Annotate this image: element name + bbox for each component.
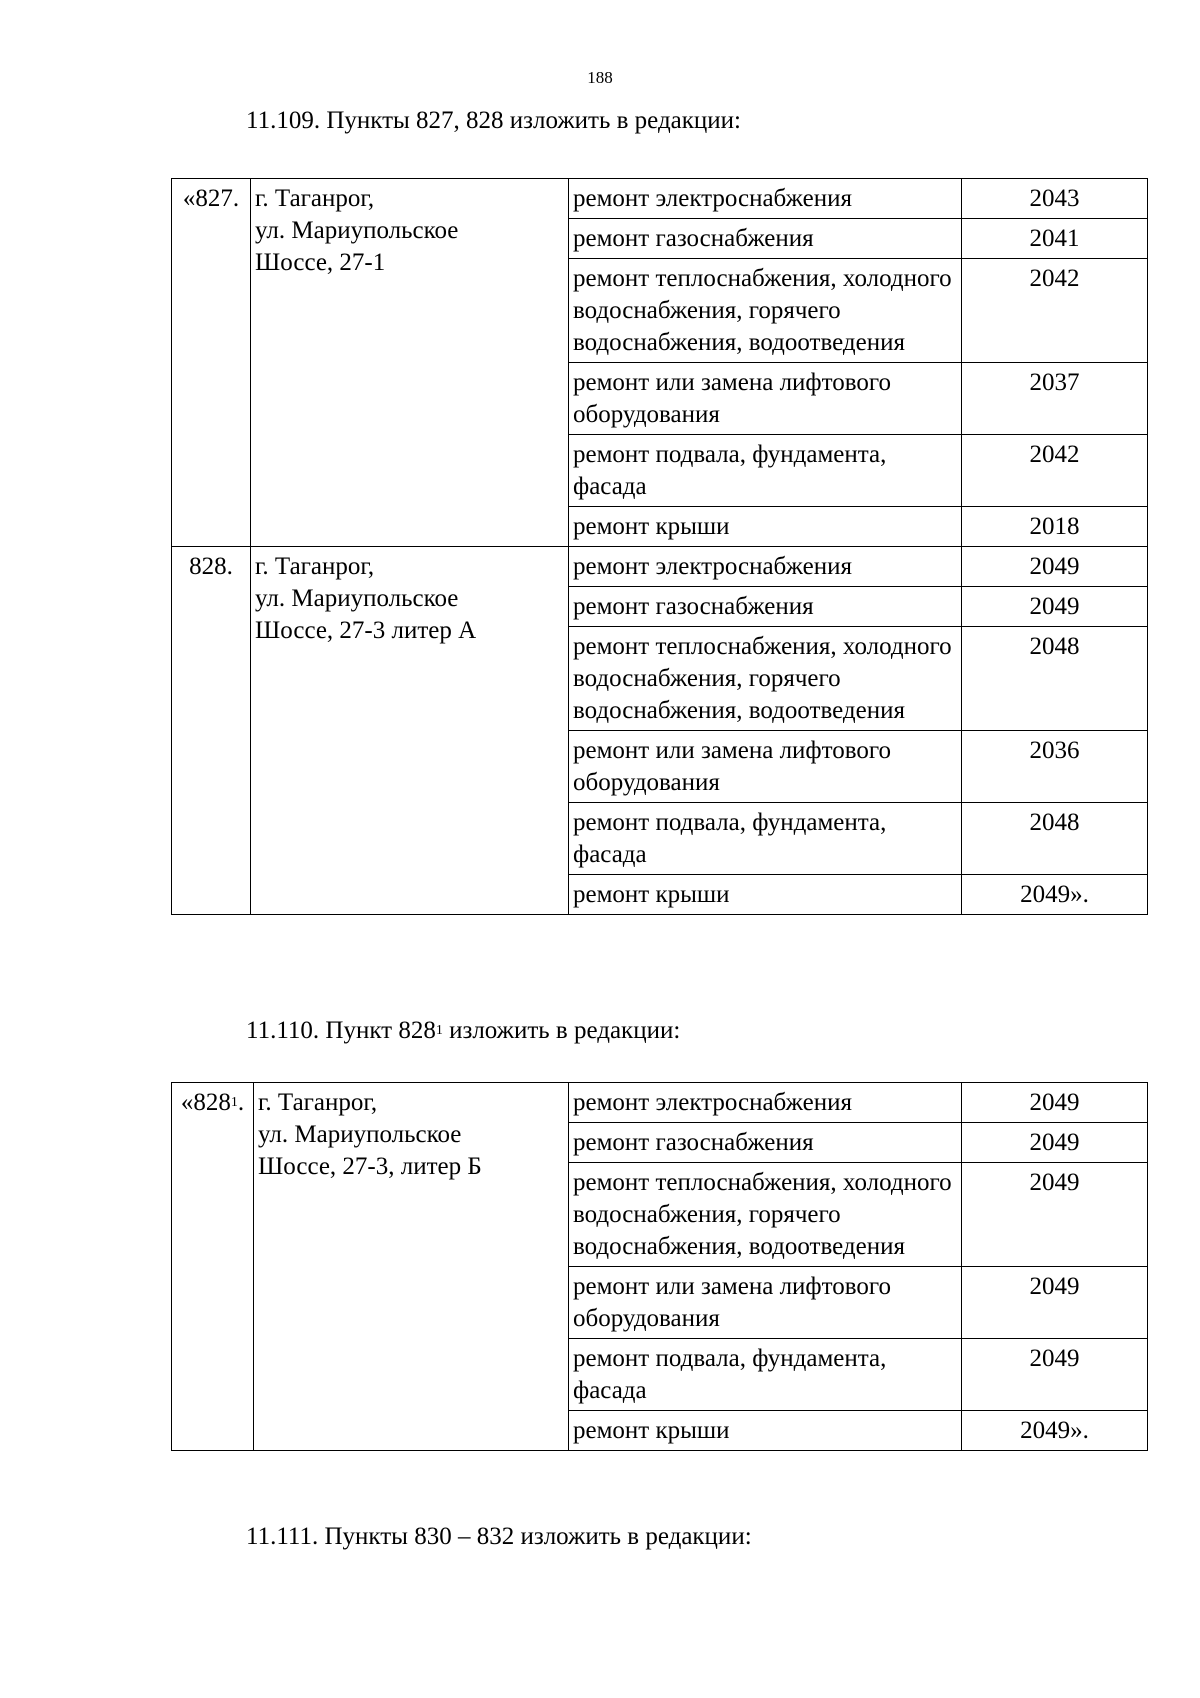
- item-number-text: «827.: [182, 185, 240, 212]
- work-type-cell: ремонт газоснабжения: [569, 1123, 962, 1163]
- year-cell: 2018: [962, 507, 1148, 547]
- address-line: г. Таганрог,: [255, 553, 375, 580]
- work-type-cell: ремонт газоснабжения: [569, 219, 962, 259]
- year-cell: 2049».: [962, 875, 1148, 915]
- address-line: г. Таганрог,: [258, 1089, 378, 1116]
- year-cell: 2049: [962, 1163, 1148, 1267]
- address-cell: [254, 1083, 569, 1451]
- year-cell: 2037: [962, 363, 1148, 435]
- year-cell: 2048: [962, 803, 1148, 875]
- year-cell: 2041: [962, 219, 1148, 259]
- work-type-cell: ремонт газоснабжения: [569, 587, 962, 627]
- address-line: ул. Мариупольское: [258, 1121, 462, 1148]
- work-type-cell: ремонт теплоснабжения, холодного водоснабжения, горячего водоснабжения, водоотведения: [569, 259, 962, 363]
- year-cell: 2048: [962, 627, 1148, 731]
- work-type-cell: ремонт подвала, фундамента, фасада: [569, 803, 962, 875]
- work-type-cell: ремонт электроснабжения: [569, 547, 962, 587]
- item-number: [172, 179, 251, 547]
- paragraph-11-109: 11.109. Пункты 827, 828 изложить в редакции:: [246, 107, 741, 134]
- work-type-cell: ремонт или замена лифтового оборудования: [569, 363, 962, 435]
- item-number: [172, 547, 251, 915]
- work-type-cell: ремонт подвала, фундамента, фасада: [569, 1339, 962, 1411]
- work-type-cell: ремонт крыши: [569, 1411, 962, 1451]
- item-number-text: 828.: [189, 553, 233, 580]
- year-cell: 2049: [962, 547, 1148, 587]
- item-number-superscript: 1: [230, 1095, 238, 1110]
- address-line: ул. Мариупольское: [255, 585, 459, 612]
- address-line: г. Таганрог,: [255, 185, 375, 212]
- work-type-cell: ремонт подвала, фундамента, фасада: [569, 435, 962, 507]
- work-type-cell: ремонт электроснабжения: [569, 1083, 962, 1123]
- table-row: [172, 547, 1148, 587]
- work-type-cell: ремонт или замена лифтового оборудования: [569, 1267, 962, 1339]
- work-type-cell: ремонт крыши: [569, 507, 962, 547]
- year-cell: 2049: [962, 1339, 1148, 1411]
- year-cell: 2043: [962, 179, 1148, 219]
- item-number-suffix: .: [237, 1089, 245, 1116]
- table-items-827-828: [171, 178, 1148, 915]
- item-number-text: «828: [180, 1089, 231, 1116]
- address-line: Шоссе, 27-1: [255, 249, 386, 276]
- year-cell: 2049».: [962, 1411, 1148, 1451]
- work-type-cell: ремонт крыши: [569, 875, 962, 915]
- address-line: Шоссе, 27-3 литер А: [255, 617, 477, 644]
- paragraph-11-111: 11.111. Пункты 830 – 832 изложить в редакции:: [246, 1523, 752, 1550]
- work-type-cell: ремонт теплоснабжения, холодного водоснабжения, горячего водоснабжения, водоотведения: [569, 627, 962, 731]
- year-cell: 2049: [962, 1267, 1148, 1339]
- table-row: [172, 1083, 1148, 1123]
- address-cell: [251, 179, 569, 547]
- year-cell: 2049: [962, 1083, 1148, 1123]
- year-cell: 2042: [962, 259, 1148, 363]
- address-line: Шоссе, 27-3, литер Б: [258, 1153, 482, 1180]
- paragraph-text: изложить в редакции:: [442, 1017, 681, 1044]
- work-type-cell: ремонт или замена лифтового оборудования: [569, 731, 962, 803]
- work-type-cell: ремонт электроснабжения: [569, 179, 962, 219]
- year-cell: 2036: [962, 731, 1148, 803]
- address-cell: [251, 547, 569, 915]
- year-cell: 2049: [962, 587, 1148, 627]
- paragraph-11-110: [246, 1017, 680, 1045]
- page-number: 188: [587, 68, 613, 87]
- address-line: ул. Мариупольское: [255, 217, 459, 244]
- work-type-cell: ремонт теплоснабжения, холодного водоснабжения, горячего водоснабжения, водоотведения: [569, 1163, 962, 1267]
- paragraph-text: 11.110. Пункт 828: [246, 1017, 436, 1044]
- item-number: [172, 1083, 254, 1451]
- table-row: [172, 179, 1148, 219]
- year-cell: 2042: [962, 435, 1148, 507]
- table-item-828-1: [171, 1082, 1148, 1451]
- year-cell: 2049: [962, 1123, 1148, 1163]
- superscript: 1: [435, 1023, 443, 1038]
